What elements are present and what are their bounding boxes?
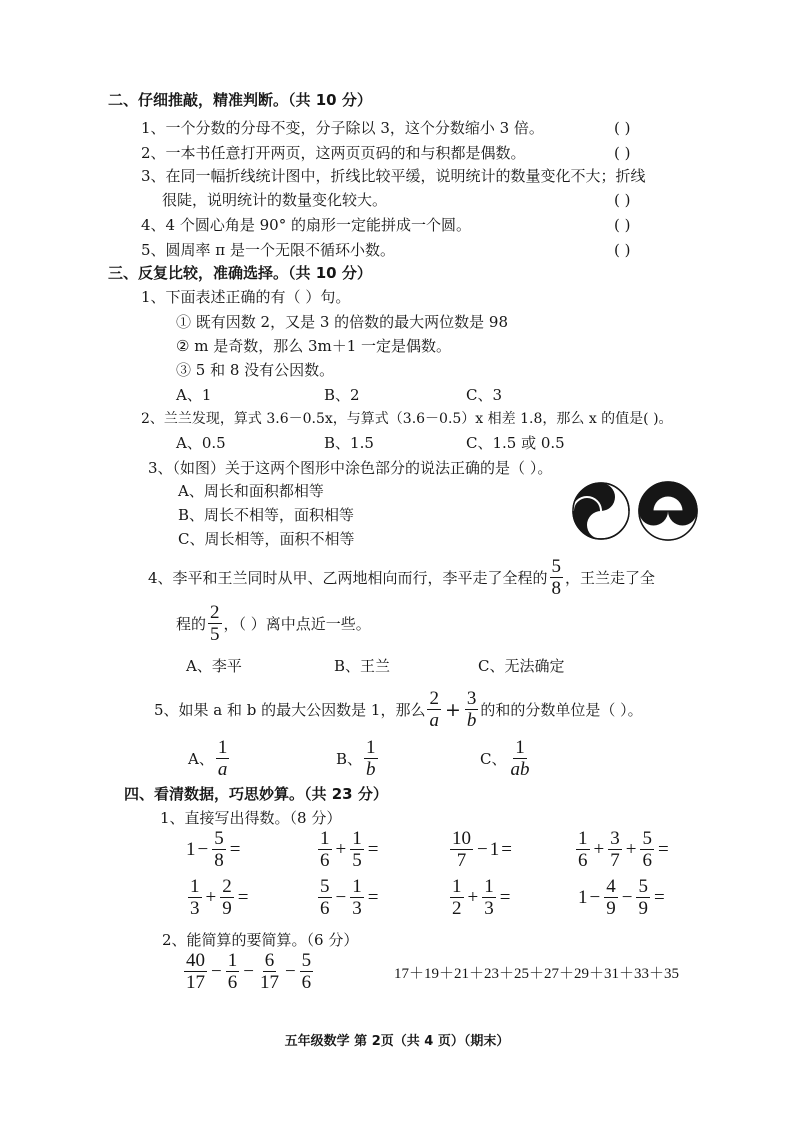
judge-item-1: 1、一个分数的分母不变，分子除以 3，这个分数缩小 3 倍。 xyxy=(141,119,544,137)
q5-f1-den: a xyxy=(429,710,439,731)
answer-paren-3[interactable]: ( ) xyxy=(614,191,631,209)
q3-option-b[interactable]: B、周长不相等，面积相等 xyxy=(178,506,355,524)
q4-option-c[interactable]: C、无法确定 xyxy=(478,657,565,675)
q4-stem-b: ，王兰走了全 xyxy=(565,569,656,587)
q4-frac2-num: 2 xyxy=(210,602,220,623)
q4-frac1-den: 8 xyxy=(551,578,562,599)
judge-item-5: 5、圆周率 π 是一个无限不循环小数。 xyxy=(141,241,395,259)
calc-1over6-plus-1over5: $\frac{1}{6}$ + $\frac{1}{5}$ = xyxy=(320,828,379,871)
q5-option-b-label: B、 xyxy=(336,750,363,768)
q4-option-b[interactable]: B、王兰 xyxy=(334,657,391,675)
q1-option-c[interactable]: C、3 xyxy=(466,386,503,404)
q5-option-c[interactable] xyxy=(480,737,533,780)
calc-1-minus-4over9-minus-5over9: 1 − $\frac{4}{9}$ − $\frac{5}{9}$ = xyxy=(578,876,665,919)
calc-10over7-minus-1: $\frac{10}{7}$ − 1 = xyxy=(452,828,512,871)
q5-option-b-den: b xyxy=(366,759,376,780)
q4-fraction-5-8 xyxy=(550,556,564,599)
q1-statement-2: ② m 是奇数，那么 3m＋1 一定是偶数。 xyxy=(176,337,452,355)
q3-stem: 3、（如图）关于这两个图形中涂色部分的说法正确的是（ ）。 xyxy=(148,459,553,477)
section-2-title: 二、仔细推敲，精准判断。（共 10 分） xyxy=(108,91,372,109)
q4-frac1-num: 5 xyxy=(551,556,562,577)
q2-option-c[interactable]: C、1.5 或 0.5 xyxy=(466,434,565,452)
judge-item-2: 2、一本书任意打开两页，这两页页码的和与积都是偶数。 xyxy=(141,144,526,162)
q5-f2-num: 3 xyxy=(466,688,477,709)
q4-fraction-2-5 xyxy=(208,602,222,645)
calc-1over6-3over7-5over6: $\frac{1}{6}$ + $\frac{3}{7}$ + $\frac{5}{6}$ = xyxy=(578,828,669,871)
judge-item-4: 4、4 个圆心角是 90° 的扇形一定能拼成一个圆。 xyxy=(141,216,471,234)
swirl-circle-figure xyxy=(571,481,631,541)
q3-option-a[interactable]: A、周长和面积都相等 xyxy=(178,482,324,500)
q5-plus: + xyxy=(444,698,461,721)
answer-paren-5[interactable]: ( ) xyxy=(614,241,631,259)
page-footer: 五年级数学 第 2页（共 4 页）（期末） xyxy=(284,1034,510,1049)
q5-fraction-3-b xyxy=(465,688,479,731)
answer-paren-1[interactable]: ( ) xyxy=(614,119,631,137)
judge-item-3: 3、在同一幅折线统计图中，折线比较平缓，说明统计的数量变化不大；折线 xyxy=(141,167,646,185)
section-4-sub2: 2、能简算的要简算。（6 分） xyxy=(162,931,359,949)
q4-stem-line-2 xyxy=(176,602,371,645)
q1-option-b[interactable]: B、2 xyxy=(324,386,360,404)
q1-statement-1: ① 既有因数 2，又是 3 的倍数的最大两位数是 98 xyxy=(176,313,509,331)
q3-option-c[interactable]: C、周长相等，面积不相等 xyxy=(178,530,355,548)
q1-statement-3: ③ 5 和 8 没有公因数。 xyxy=(176,361,335,379)
calc-5over6-minus-1over3: $\frac{5}{6}$ − $\frac{1}{3}$ = xyxy=(320,876,379,919)
answer-paren-2[interactable]: ( ) xyxy=(614,144,631,162)
section-3-title: 三、反复比较，准确选择。（共 10 分） xyxy=(108,264,372,282)
q1-option-a[interactable]: A、1 xyxy=(176,386,212,404)
q5-f2-den: b xyxy=(466,710,477,731)
semicircle-circle-figure xyxy=(637,480,699,542)
q5-option-a-num: 1 xyxy=(217,737,228,758)
q5-option-c-num: 1 xyxy=(515,737,525,758)
q4-stem-d: ，（ ）离中点近一些。 xyxy=(223,615,371,633)
simplify-fraction-expression: $\frac{40}{17}$ − $\frac{1}{6}$ − $\frac{6}{17}$ − $\frac{5}{6}$ xyxy=(186,950,312,993)
q2-option-a[interactable]: A、0.5 xyxy=(176,434,226,452)
q5-stem xyxy=(154,688,643,731)
q4-stem-line-1 xyxy=(148,556,655,599)
q5-option-a-label: A、 xyxy=(188,750,214,768)
q4-stem-a: 4、李平和王兰同时从甲、乙两地相向而行，李平走了全程的 xyxy=(148,569,548,587)
simplify-sum-expression: 17＋19＋21＋23＋25＋27＋29＋31＋33＋35 xyxy=(394,966,680,982)
q5-stem-b: 的和的分数单位是（ ）。 xyxy=(480,701,643,719)
q5-option-b[interactable] xyxy=(336,737,380,780)
q5-stem-a: 5、如果 a 和 b 的最大公因数是 1，那么 xyxy=(154,701,426,719)
q5-option-c-label: C、 xyxy=(480,750,507,768)
q2-option-b[interactable]: B、1.5 xyxy=(324,434,374,452)
q5-option-c-den: ab xyxy=(510,759,530,780)
q5-option-a-den: a xyxy=(217,759,228,780)
q1-stem: 1、下面表述正确的有（ ）句。 xyxy=(141,288,351,306)
answer-paren-4[interactable]: ( ) xyxy=(614,216,631,234)
q5-f1-num: 2 xyxy=(429,688,439,709)
q5-option-a[interactable] xyxy=(188,737,231,780)
q5-fraction-2-a xyxy=(427,688,441,731)
q4-stem-c: 程的 xyxy=(176,615,207,633)
judge-item-3-cont: 很陡，说明统计的数量变化较大。 xyxy=(162,191,388,209)
q4-option-a[interactable]: A、李平 xyxy=(186,657,242,675)
q5-option-b-num: 1 xyxy=(366,737,376,758)
calc-1over2-plus-1over3: $\frac{1}{2}$ + $\frac{1}{3}$ = xyxy=(452,876,511,919)
calc-1-5over8: 1 − $\frac{5}{8}$ = xyxy=(186,828,241,871)
q4-frac2-den: 5 xyxy=(210,624,220,645)
q2-stem: 2、兰兰发现，算式 3.6－0.5x，与算式（3.6－0.5）x 相差 1.8，那么 x 的值是( )。 xyxy=(141,411,673,427)
section-4-title: 四、看清数据，巧思妙算。（共 23 分） xyxy=(124,785,388,803)
section-4-sub1: 1、直接写出得数。（8 分） xyxy=(160,809,342,827)
calc-1over3-plus-2over9: $\frac{1}{3}$ + $\frac{2}{9}$ = xyxy=(190,876,249,919)
